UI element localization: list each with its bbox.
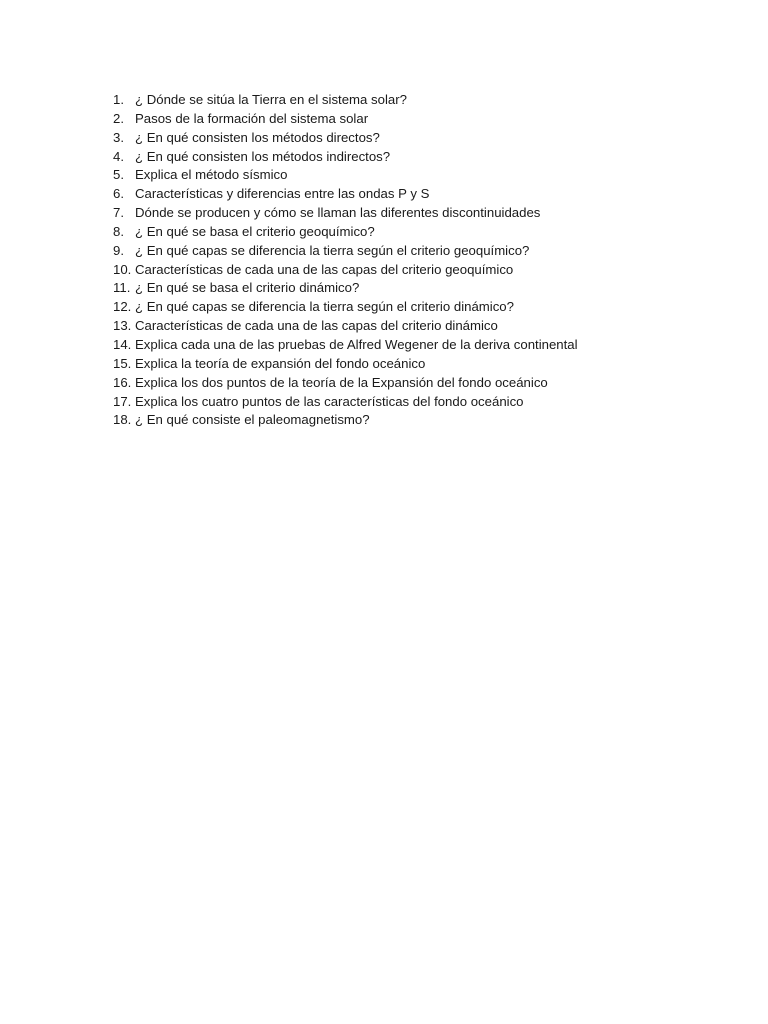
question-number: 11.: [113, 280, 131, 296]
question-number: 12.: [113, 299, 132, 315]
question-text: ¿ En qué consisten los métodos directos?: [135, 129, 380, 145]
question-number: 18.: [113, 412, 132, 428]
question-item: [113, 185, 578, 204]
question-item: [113, 355, 578, 374]
question-item: [113, 261, 578, 280]
question-number: 7.: [113, 205, 124, 221]
question-item: [113, 129, 578, 148]
question-item: [113, 279, 578, 298]
question-number: 8.: [113, 223, 124, 239]
question-item: [113, 336, 578, 355]
question-text: Dónde se producen y cómo se llaman las diferentes discontinuidades: [135, 205, 541, 221]
question-number: 10.: [113, 261, 132, 277]
question-number: 6.: [113, 186, 124, 202]
question-text: ¿ Dónde se sitúa la Tierra en el sistema solar?: [135, 92, 407, 107]
question-item: [113, 166, 578, 185]
question-item: [113, 148, 578, 167]
question-number: 15.: [113, 355, 132, 371]
question-number: 16.: [113, 374, 132, 390]
question-text: Explica la teoría de expansión del fondo oceánico: [135, 355, 426, 371]
question-text: ¿ En qué se basa el criterio dinámico?: [135, 280, 360, 296]
question-item: [113, 204, 578, 223]
question-item: [113, 317, 578, 336]
question-text: ¿ En qué capas se diferencia la tierra según el criterio geoquímico?: [135, 242, 530, 258]
question-text: ¿ En qué consisten los métodos indirectos?: [135, 148, 391, 164]
question-text: ¿ En qué capas se diferencia la tierra según el criterio dinámico?: [135, 299, 514, 315]
question-number: 17.: [113, 393, 132, 409]
question-text: Explica los cuatro puntos de las características del fondo oceánico: [135, 393, 524, 409]
question-text: Características de cada una de las capas del criterio geoquímico: [135, 261, 514, 277]
question-item: [113, 393, 578, 412]
question-item: [113, 110, 578, 129]
question-item: [113, 91, 578, 110]
question-text: Características de cada una de las capas del criterio dinámico: [135, 318, 498, 334]
question-number: 1.: [113, 92, 124, 107]
question-text: Explica cada una de las pruebas de Alfred Wegener de la deriva continental: [135, 336, 578, 352]
question-item: [113, 223, 578, 242]
question-item: [113, 242, 578, 261]
question-text: Explica el método sísmico: [135, 167, 288, 183]
question-text: Explica los dos puntos de la teoría de la Expansión del fondo oceánico: [135, 374, 548, 390]
question-text: Características y diferencias entre las ondas P y S: [135, 186, 430, 202]
question-item: [113, 298, 578, 317]
question-item: [113, 411, 578, 430]
question-number: 4.: [113, 148, 124, 164]
question-number: 13.: [113, 318, 132, 334]
question-number: 5.: [113, 167, 124, 183]
question-text: Pasos de la formación del sistema solar: [135, 110, 369, 126]
question-number: 2.: [113, 110, 124, 126]
question-text: ¿ En qué consiste el paleomagnetismo?: [135, 412, 370, 428]
question-text: ¿ En qué se basa el criterio geoquímico?: [135, 223, 375, 239]
question-number: 9.: [113, 242, 124, 258]
question-list: [113, 91, 578, 430]
question-number: 14.: [113, 336, 132, 352]
question-item: [113, 374, 578, 393]
question-number: 3.: [113, 129, 124, 145]
